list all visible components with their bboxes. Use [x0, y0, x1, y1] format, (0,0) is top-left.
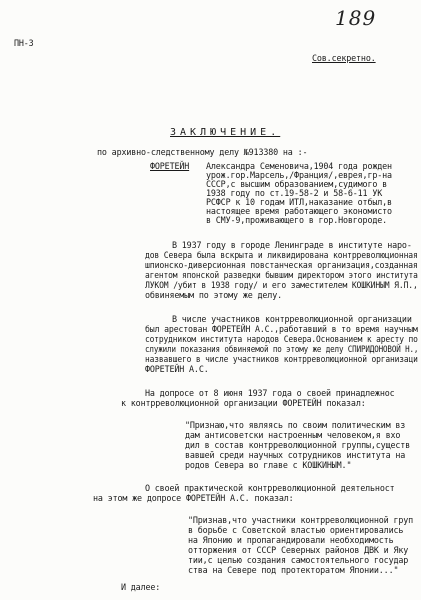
paragraph-line: на этом же допросе ФОРЕТЕЙН А.С. показал: [93, 493, 294, 503]
quote-line: "Признаю,что являясь по своим политическим вз [185, 420, 406, 430]
quote-line: родов Севера во главе с КОШКИНЫМ." [185, 460, 352, 470]
paragraph-line: На допросе от 8 июня 1937 года о своей принадлежнос [145, 388, 395, 398]
paragraph-line: к контрреволюционной организации ФОРЕТЕЙН показал: [121, 398, 366, 408]
subject-line: 1938 году по ст.19-58-2 и 58-6-11 УК [206, 188, 383, 198]
subject-line: СССР,с высшим образованием,судимого в [206, 179, 388, 189]
classification-mark: Сов.секретно. [312, 53, 376, 63]
paragraph-line: шпионско-диверсионная повстанческая организация,созданная [145, 260, 418, 270]
paragraph-line: обвиняемым по этому же делу. [145, 290, 282, 300]
subject-line: в СМУ-9,проживающего в гор.Новгороде. [206, 215, 388, 225]
quote-line: на Японию и пропагандировали необходимость [188, 535, 394, 545]
paragraph-line: О своей практической контрреволюционной деятельност [145, 483, 395, 493]
document-subtitle: по архивно-следственному делу №913380 на :- [97, 147, 308, 157]
subject-line: урож.гор.Марсель,/Франция/,еврея,гр-на [206, 170, 392, 180]
paragraph-line: служили показания обвиняемой по этому же делу СПИРИДОНОВОЙ Н., [145, 344, 419, 354]
paragraph-line: назвавшего в числе участников контрреволюционной организаци [145, 354, 418, 364]
paragraph-line: был арестован ФОРЕТЕЙН А.С.,работавший в то время научным [145, 324, 418, 334]
quote-line: в борьбе с Советской властью ориентировались [188, 525, 404, 535]
subject-line: РСФСР к 10 годам ИТЛ,наказание отбыл,в [206, 197, 392, 207]
quote-line: тии,с целью создания самостоятельного государ [188, 555, 409, 565]
paragraph-line: дов Севера была вскрыта и ликвидирована контрреволюционная [145, 250, 418, 260]
subject-line: настоящее время работающего экономисто [206, 206, 392, 216]
document-title: ЗАКЛЮЧЕНИЕ. [170, 127, 281, 138]
paragraph-line: В числе участников контрреволюционной организации [172, 314, 412, 324]
quote-line: дам антисоветски настроенным человеком,я вхо [185, 430, 401, 440]
paragraph-line: ЛУКОМ /убит в 1938 году/ и его заместителем КОШКИНЫМ Я.П., [145, 280, 418, 290]
paragraph-line: агентом японской разведки бывшим директором этого института [145, 270, 418, 280]
paragraph-line: ФОРЕТЕЙН А.С. [145, 364, 209, 374]
quote-line: отторжения от СССР Северных районов ДВК и Яку [188, 545, 409, 555]
subject-line: Александра Семеновича,1904 года рожден [206, 161, 392, 171]
quote-line: дил в состав контрреволюционной группы,существ [185, 440, 411, 450]
quote-line: ства на Севере под протекторатом Японии..." [188, 565, 399, 575]
handwritten-page-number: 189 [335, 6, 377, 30]
closing-text: И далее: [121, 582, 161, 592]
paragraph-line: В 1937 году в городе Ленинграде в институте наро- [172, 240, 412, 250]
quote-line: "Признав,что участники контрреволюционной груп [188, 515, 414, 525]
paragraph-line: сотрудником института народов Севера.Основанием к аресту по [145, 334, 418, 344]
subject-surname: ФОРЕТЕЙН [150, 161, 190, 171]
quote-line: вавшей среди научных сотрудников института на [185, 450, 406, 460]
document-code: ПН-3 [14, 38, 34, 48]
